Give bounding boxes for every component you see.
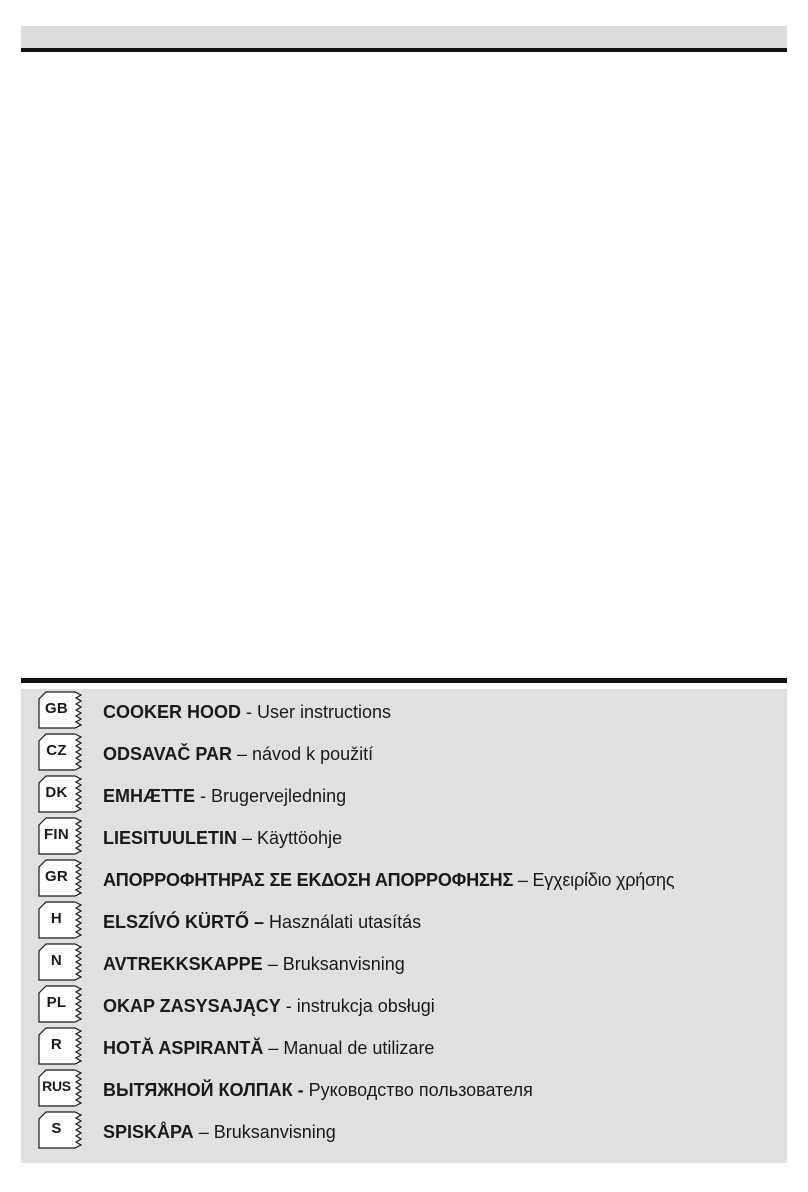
language-label [103, 870, 674, 891]
language-code: N [50, 952, 63, 969]
language-tab-fin [38, 817, 84, 855]
language-code: H [50, 910, 63, 927]
language-title: ODSAVAČ PAR [103, 744, 233, 764]
language-subtitle: návod k použití [252, 744, 374, 764]
language-subtitle: Käyttöohje [257, 828, 343, 848]
language-separator: – [262, 954, 283, 974]
language-row-gb [21, 689, 787, 729]
language-separator: – [263, 1038, 284, 1058]
language-label [103, 912, 421, 933]
language-label [103, 954, 405, 975]
language-code: DK [45, 784, 68, 801]
language-row-cz [21, 731, 787, 771]
language-tab-h [38, 901, 84, 939]
language-label [103, 1122, 336, 1143]
language-title: SPISKÅPA [103, 1122, 194, 1142]
top-rule [21, 48, 787, 52]
language-title: AVTREKKSKAPPE [103, 954, 263, 974]
language-title: OKAP ZASYSAJĄCY [103, 996, 281, 1016]
language-row-dk [21, 773, 787, 813]
language-code: GB [44, 700, 69, 717]
language-list-panel [21, 689, 787, 1163]
language-subtitle: Brugervejledning [211, 786, 347, 806]
language-subtitle: User instructions [257, 702, 392, 722]
language-separator: - [195, 786, 211, 806]
language-separator: – [193, 1122, 214, 1142]
language-section-rule [21, 678, 787, 683]
language-code: CZ [46, 742, 67, 759]
language-code: RUS [42, 1078, 71, 1094]
language-label [103, 786, 346, 807]
language-tab-dk [38, 775, 84, 813]
language-tab-pl [38, 985, 84, 1023]
language-code: PL [46, 994, 67, 1011]
language-label [103, 744, 373, 765]
language-tab-cz [38, 733, 84, 771]
language-title: ΑΠΟΡΡΟΦΗΤΗΡΑΣ ΣΕ ΕΚΔΟΣΗ ΑΠΟΡΡΟΦΗΣΗΣ [103, 870, 514, 890]
language-label [103, 1038, 434, 1059]
language-row-h [21, 899, 787, 939]
language-title: HOTĂ ASPIRANTĂ [103, 1038, 264, 1058]
language-title: LIESITUULETIN [103, 828, 237, 848]
language-row-s [21, 1109, 787, 1149]
language-tab-r [38, 1027, 84, 1065]
language-tab-s [38, 1111, 84, 1149]
language-row-n [21, 941, 787, 981]
language-label [103, 702, 391, 723]
top-header-band [21, 26, 787, 48]
language-tab-gr [38, 859, 84, 897]
language-title: ELSZÍVÓ KÜRTŐ – [103, 912, 265, 932]
language-title: EMHÆTTE [103, 786, 195, 806]
language-separator: – [513, 870, 533, 890]
language-row-r [21, 1025, 787, 1065]
language-separator: – [237, 828, 258, 848]
language-separator: – [232, 744, 253, 764]
language-row-gr [21, 857, 787, 897]
language-code: GR [44, 868, 69, 885]
language-subtitle: Használati utasítás [269, 912, 422, 932]
language-separator: - [280, 996, 297, 1016]
language-label [103, 1080, 533, 1101]
language-title: COOKER HOOD [103, 702, 242, 722]
language-row-fin [21, 815, 787, 855]
language-code: S [51, 1120, 62, 1137]
language-code: R [50, 1036, 63, 1053]
language-subtitle: Manual de utilizare [283, 1038, 435, 1058]
language-code: FIN [43, 826, 70, 843]
language-subtitle: Bruksanvisning [282, 954, 405, 974]
language-subtitle: Εγχειρίδιο χρήσης [532, 870, 675, 890]
language-row-rus [21, 1067, 787, 1107]
language-subtitle: Руководство пользователя [308, 1080, 533, 1100]
language-tab-gb [38, 691, 84, 729]
language-row-pl [21, 983, 787, 1023]
language-subtitle: Bruksanvisning [213, 1122, 336, 1142]
language-subtitle: instrukcja obsługi [296, 996, 435, 1016]
language-label [103, 828, 342, 849]
language-title: ВЫТЯЖНОЙ КОЛПАК - [103, 1080, 304, 1100]
language-separator: - [241, 702, 258, 722]
language-tab-n [38, 943, 84, 981]
language-label [103, 996, 435, 1017]
language-tab-rus [38, 1069, 84, 1107]
